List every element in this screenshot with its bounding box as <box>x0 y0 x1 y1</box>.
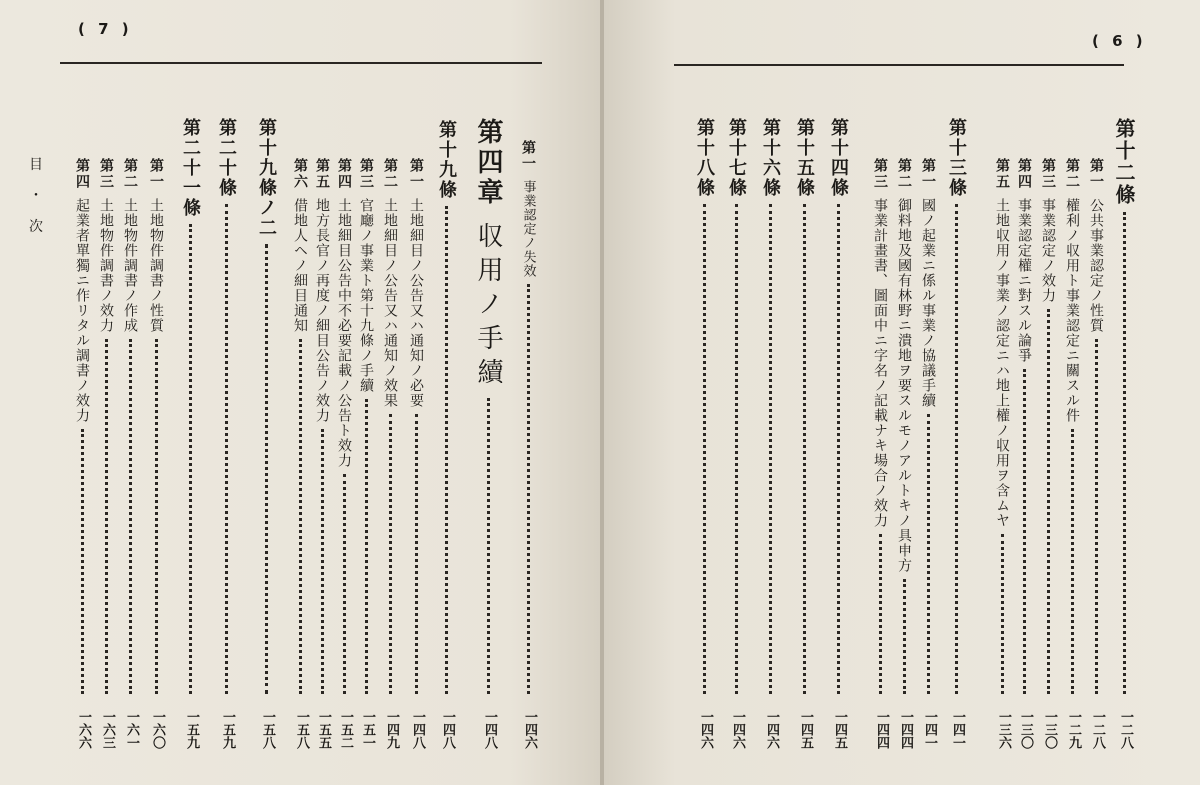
toc-leader-dots <box>1123 212 1126 694</box>
toc-entry-number: 第二 <box>382 158 398 190</box>
toc-page-number: 一四五 <box>798 710 813 749</box>
toc-entry-number: 第一 <box>148 158 164 190</box>
toc-page-number: 一三六 <box>996 710 1011 749</box>
toc-entry-title: 事業認定權ニ對スル論爭 <box>1016 198 1032 363</box>
toc-entry <box>1015 158 1033 700</box>
toc-entry-number: 第三 <box>872 158 888 190</box>
toc-entry-number: 第十七條 <box>726 118 747 198</box>
toc-entry <box>357 158 375 700</box>
toc-entry-number: 第十二條 <box>1112 118 1136 206</box>
toc-page-number: 一五八 <box>294 710 309 749</box>
toc-entry-number: 第四 <box>1016 158 1032 190</box>
toc-entry-number: 第十四條 <box>828 118 849 198</box>
page-number-left: ( 7 ) <box>78 20 133 38</box>
toc-leader-dots <box>389 414 392 694</box>
toc-entry-number: 第三 <box>98 158 114 190</box>
toc-leader-dots <box>1023 369 1026 694</box>
toc-page-number: 一四四 <box>874 710 889 749</box>
toc-entry-number: 第一 <box>520 140 536 172</box>
toc-entry-number: 第二十條 <box>216 118 237 198</box>
toc-entry-number: 第四 <box>74 158 90 190</box>
toc-entry <box>1087 158 1105 700</box>
toc-leader-dots <box>321 429 324 694</box>
toc-entry-number: 第四章 <box>473 118 503 208</box>
margin-label-char: 目 <box>29 157 43 173</box>
toc-leader-dots <box>343 474 346 694</box>
toc-page-number: 一五一 <box>360 710 375 749</box>
margin-label-char: ・ <box>29 187 43 204</box>
toc-entry-number: 第一 <box>1088 158 1104 190</box>
toc-leader-dots <box>487 398 490 694</box>
toc-entry-number: 第六 <box>292 158 308 190</box>
toc-page-number: 一四一 <box>950 710 965 749</box>
toc-page-number: 一二八 <box>1118 710 1133 749</box>
toc-page-number: 一五九 <box>184 710 199 749</box>
toc-entry <box>1063 158 1081 700</box>
toc-entry-number: 第一 <box>408 158 424 190</box>
toc-page-number: 一四九 <box>384 710 399 749</box>
toc-entry-number: 第四 <box>336 158 352 190</box>
toc-leader-dots <box>365 399 368 694</box>
toc-entry <box>693 118 715 700</box>
margin-label-char: 次 <box>29 218 43 235</box>
toc-page-number: 一三〇 <box>1018 710 1033 749</box>
toc-entry-number: 第十九條ノ二 <box>256 118 277 238</box>
toc-leader-dots <box>803 204 806 694</box>
toc-entry-title: 土地物件調書ノ效力 <box>98 198 114 333</box>
toc-leader-dots <box>299 339 302 694</box>
toc-page-number: 一三〇 <box>1042 710 1057 749</box>
toc-entry-number: 第五 <box>994 158 1010 190</box>
toc-entry-title: 公共事業認定ノ性質 <box>1088 198 1104 333</box>
toc-entry <box>215 118 237 700</box>
toc-entry-title: 權利ノ収用ト事業認定ニ關スル件 <box>1064 198 1080 423</box>
toc-page-number: 一四八 <box>482 710 497 749</box>
toc-leader-dots <box>105 339 108 694</box>
toc-page-number: 一五八 <box>260 710 275 749</box>
toc-page-number: 一四四 <box>898 710 913 749</box>
toc-entry <box>725 118 747 700</box>
toc-entry <box>759 118 781 700</box>
toc-entry <box>1039 158 1057 700</box>
toc-entry <box>147 158 165 700</box>
toc-entry-title: 官廰ノ事業ト第十九條ノ手續 <box>358 198 374 393</box>
toc-page-number: 一二九 <box>1066 710 1081 749</box>
toc-entry-number: 第二 <box>1064 158 1080 190</box>
toc-page-number: 一六〇 <box>150 710 165 749</box>
toc-entry-number: 第十九條 <box>436 120 457 200</box>
toc-entry-number: 第十六條 <box>760 118 781 198</box>
toc-entry-title: 土地物件調書ノ作成 <box>122 198 138 333</box>
toc-page-number: 一四六 <box>764 710 779 749</box>
toc-leader-dots <box>837 204 840 694</box>
header-rule-right <box>674 64 1124 66</box>
toc-entry <box>435 120 457 700</box>
toc-leader-dots <box>1095 339 1098 694</box>
toc-entry-title: 御料地及國有林野ニ潰地ヲ要スルモノアルトキノ具申方 <box>896 198 912 573</box>
toc-page-number: 一六一 <box>124 710 139 749</box>
toc-page-number: 一五二 <box>338 710 353 749</box>
toc-entry <box>407 158 425 700</box>
toc-leader-dots <box>955 204 958 694</box>
toc-leader-dots <box>527 284 530 694</box>
toc-page-number: 一四五 <box>832 710 847 749</box>
toc-page-number: 一四六 <box>698 710 713 749</box>
toc-leader-dots <box>81 429 84 694</box>
toc-entry <box>73 158 91 700</box>
toc-entry <box>291 158 309 700</box>
toc-entry <box>993 158 1011 700</box>
toc-entry <box>945 118 967 700</box>
toc-entry-title: 土地細目ノ公告又ハ通知ノ必要 <box>408 198 424 408</box>
toc-entry <box>919 158 937 700</box>
toc-entry <box>97 158 115 700</box>
toc-entry <box>1112 118 1136 700</box>
toc-leader-dots <box>155 339 158 694</box>
toc-entry <box>121 158 139 700</box>
toc-page-number: 一二八 <box>1090 710 1105 749</box>
toc-entry <box>871 158 889 700</box>
toc-leader-dots <box>769 204 772 694</box>
toc-leader-dots <box>415 414 418 694</box>
toc-entry <box>179 118 201 700</box>
toc-entry-number: 第十五條 <box>794 118 815 198</box>
toc-entry-number: 第十三條 <box>946 118 967 198</box>
toc-entry-title: 國ノ起業ニ係ル事業ノ協議手續 <box>920 198 936 408</box>
toc-page-number: 一五五 <box>316 710 331 749</box>
toc-entry-number: 第十八條 <box>694 118 715 198</box>
toc-entry-title: 土地収用ノ事業ノ認定ニハ地上權ノ収用ヲ含ムヤ <box>994 198 1010 528</box>
toc-entry <box>313 158 331 700</box>
toc-entry-title: 土地細目ノ公告又ハ通知ノ效果 <box>382 198 398 408</box>
toc-entry-number: 第一 <box>920 158 936 190</box>
toc-page-number: 一六三 <box>100 710 115 749</box>
toc-leader-dots <box>265 244 268 694</box>
toc-page-number: 一四一 <box>922 710 937 749</box>
toc-entry <box>519 140 537 700</box>
toc-entry-title: 収用ノ手續 <box>473 222 503 392</box>
toc-leader-dots <box>1047 309 1050 694</box>
toc-leader-dots <box>703 204 706 694</box>
toc-leader-dots <box>927 414 930 694</box>
toc-entry-number: 第二 <box>122 158 138 190</box>
toc-entry-number: 第二十一條 <box>180 118 201 218</box>
toc-page-number: 一四六 <box>730 710 745 749</box>
toc-leader-dots <box>189 224 192 694</box>
header-rule-left <box>60 62 542 64</box>
toc-entry-number: 第五 <box>314 158 330 190</box>
toc-leader-dots <box>735 204 738 694</box>
toc-entry <box>827 118 849 700</box>
right-page <box>604 0 1200 785</box>
toc-entry <box>335 158 353 700</box>
margin-label <box>28 150 44 242</box>
toc-entry <box>793 118 815 700</box>
toc-entry-number: 第三 <box>358 158 374 190</box>
toc-page-number: 一四六 <box>522 710 537 749</box>
toc-entry-number: 第二 <box>896 158 912 190</box>
toc-entry-title: 地方長官ノ再度ノ細目公告ノ效力 <box>314 198 330 423</box>
toc-leader-dots <box>903 579 906 694</box>
toc-entry <box>473 118 503 700</box>
toc-entry-title: 起業者單獨ニ作リタル調書ノ效力 <box>74 198 90 423</box>
toc-entry <box>895 158 913 700</box>
toc-entry-title: 土地細目公告中不必要記載ノ公告ト效力 <box>336 198 352 468</box>
toc-leader-dots <box>879 534 882 694</box>
toc-entry-title: 事業計畫書、圖面中ニ字名ノ記載ナキ場合ノ效力 <box>872 198 888 528</box>
toc-entry-number: 第三 <box>1040 158 1056 190</box>
toc-leader-dots <box>445 206 448 694</box>
toc-leader-dots <box>1001 534 1004 694</box>
toc-entry-title: 事業認定ノ效力 <box>1040 198 1056 303</box>
toc-page-number: 一五九 <box>220 710 235 749</box>
toc-leader-dots <box>129 339 132 694</box>
toc-entry <box>381 158 399 700</box>
toc-entry-title: 事業認定ノ失效 <box>520 180 536 278</box>
toc-page-number: 一四八 <box>440 710 455 749</box>
toc-page-number: 一六六 <box>76 710 91 749</box>
toc-page-number: 一四八 <box>410 710 425 749</box>
toc-leader-dots <box>225 204 228 694</box>
toc-entry-title: 土地物件調書ノ性質 <box>148 198 164 333</box>
page-number-right: ( 6 ) <box>1092 32 1147 50</box>
toc-entry <box>255 118 277 700</box>
toc-entry-title: 借地人ヘノ細目通知 <box>292 198 308 333</box>
toc-leader-dots <box>1071 429 1074 694</box>
